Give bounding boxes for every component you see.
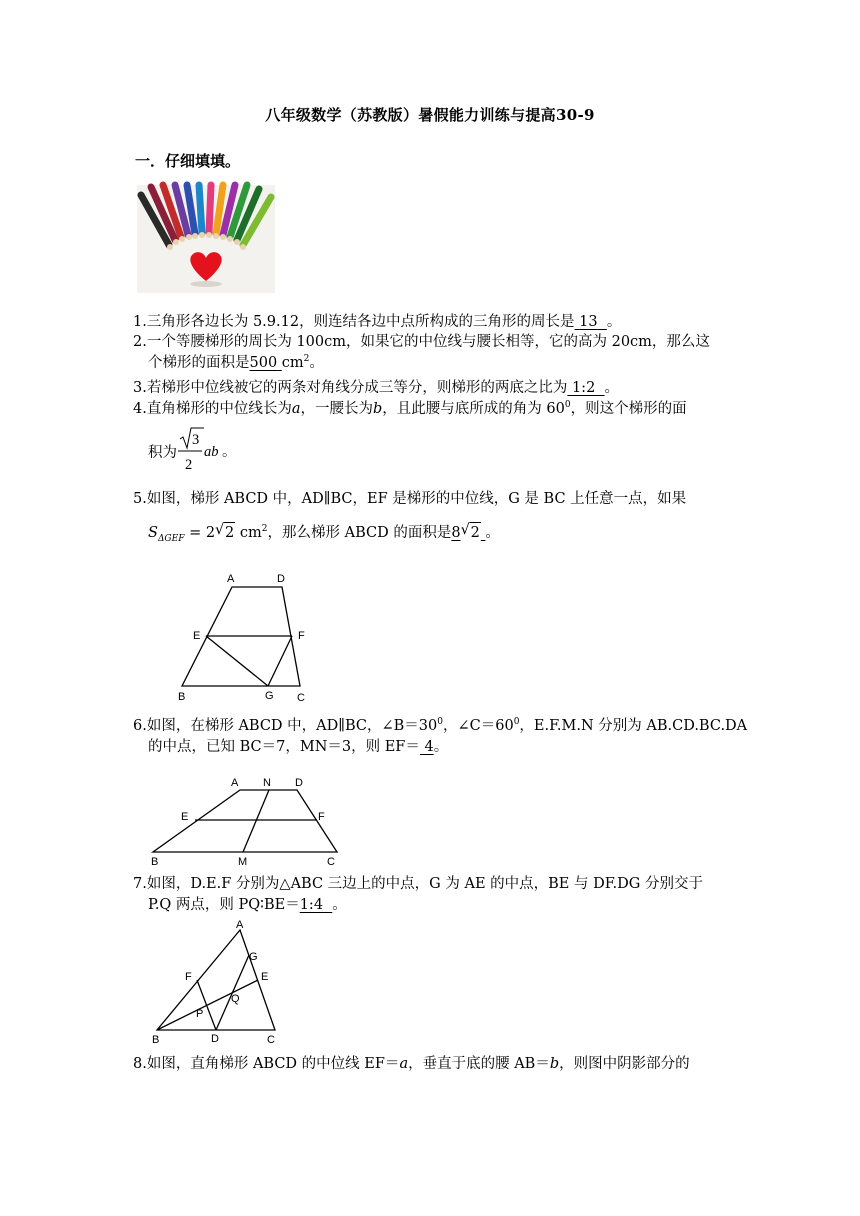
- figure-2-trapezoid: [145, 772, 345, 867]
- point-G: G: [265, 690, 274, 702]
- point-E: E: [261, 971, 269, 983]
- question-7-line-1: 7.如图，D.E.F 分别为△ABC 三边上的中点，G 为 AE 的中点，BE 与 DF.DG 分别交于: [133, 876, 703, 892]
- point-Q: Q: [231, 993, 240, 1005]
- point-B: B: [178, 691, 186, 703]
- pencils-heart-photo: [137, 185, 275, 293]
- point-P: P: [196, 1008, 204, 1020]
- point-B: B: [151, 856, 159, 868]
- question-4-line-2-label: 积为: [148, 445, 177, 461]
- point-E: E: [193, 630, 201, 642]
- question-7-answer: 1:4: [299, 897, 324, 913]
- point-D: D: [277, 573, 285, 585]
- document-title: 八年级数学（苏教版）暑假能力训练与提高30-9: [265, 106, 595, 124]
- point-F: F: [298, 630, 305, 642]
- question-5-line-2: $S_{\Delta GEF} = 2$ √ 2 $cm^2$，那么梯形 ABCD 的面积是8 √ 2 。: [148, 522, 500, 544]
- point-C: C: [327, 856, 335, 868]
- point-F: F: [185, 971, 192, 983]
- question-7-line-2: P.Q 两点，则 PQ∶BE＝1:4 。: [148, 897, 347, 913]
- point-C: C: [297, 692, 305, 704]
- point-E: E: [181, 811, 189, 823]
- point-M: M: [238, 856, 248, 868]
- section-heading: 一．仔细填填。: [135, 152, 241, 170]
- sqrt-radical: √ 2: [215, 522, 235, 541]
- point-B: B: [152, 1034, 160, 1046]
- point-D: D: [295, 777, 303, 789]
- figure-1-trapezoid: [170, 568, 320, 708]
- question-2-answer: 500: [249, 355, 278, 371]
- question-5-line-1: 5.如图，梯形 ABCD 中，AD∥BC，EF 是梯形的中位线，G 是 BC 上任意一点，如果: [133, 491, 687, 507]
- question-2-line-1: 2.一个等腰梯形的周长为 100cm，如果它的中位线与腰长相等，它的高为 20cm，那么这: [133, 334, 710, 350]
- fraction-denominator: 2: [185, 457, 193, 473]
- point-G: G: [249, 951, 258, 963]
- fraction-ab: ab: [204, 444, 219, 460]
- question-1-answer: 13: [579, 314, 598, 330]
- point-F: F: [318, 811, 325, 823]
- question-6-line-1: 6.如图，在梯形 ABCD 中，AD∥BC，$\angle B=30^0$，$\angle C=60^0$，E.F.M.N 分别为 AB.CD.BC.DA: [133, 717, 748, 734]
- question-6-answer: 4: [424, 739, 434, 755]
- question-1: [133, 312, 621, 332]
- question-4-answer-fraction: [178, 426, 237, 478]
- point-A: A: [236, 919, 244, 931]
- fraction-end: 。: [222, 444, 237, 460]
- question-2-line-2: 个梯形的面积是500 $cm^2$。: [148, 354, 324, 371]
- point-N: N: [263, 777, 271, 789]
- point-D: D: [211, 1033, 219, 1045]
- question-4-line-1: 4.直角梯形的中位线长为a，一腰长为b，且此腰与底所成的角为 $60^0$，则这个梯形的面: [133, 400, 687, 417]
- question-6-line-2: 的中点，已知 BC＝7，MN＝3，则 EF＝ 4。: [148, 739, 449, 755]
- fraction-numerator: 3: [192, 432, 200, 448]
- question-3: 3.若梯形中位线被它的两条对角线分成三等分，则梯形的两底之比为 1:2 。: [133, 380, 620, 396]
- point-A: A: [231, 777, 239, 789]
- figure-3-triangle: [145, 918, 285, 1048]
- question-3-answer: 1:2: [571, 380, 596, 396]
- question-5-answer: 8 √ 2: [451, 522, 480, 541]
- point-C: C: [267, 1034, 275, 1046]
- question-1-end: 。: [606, 314, 622, 330]
- question-8-line-1: 8.如图，直角梯形 ABCD 的中位线 EF＝a，垂直于底的腰 AB＝b，则图中阴影部分的: [133, 1056, 690, 1072]
- question-1-text: 1.三角形各边长为 5.9.12，则连结各边中点所构成的三角形的周长是: [133, 314, 575, 330]
- point-A: A: [227, 573, 235, 585]
